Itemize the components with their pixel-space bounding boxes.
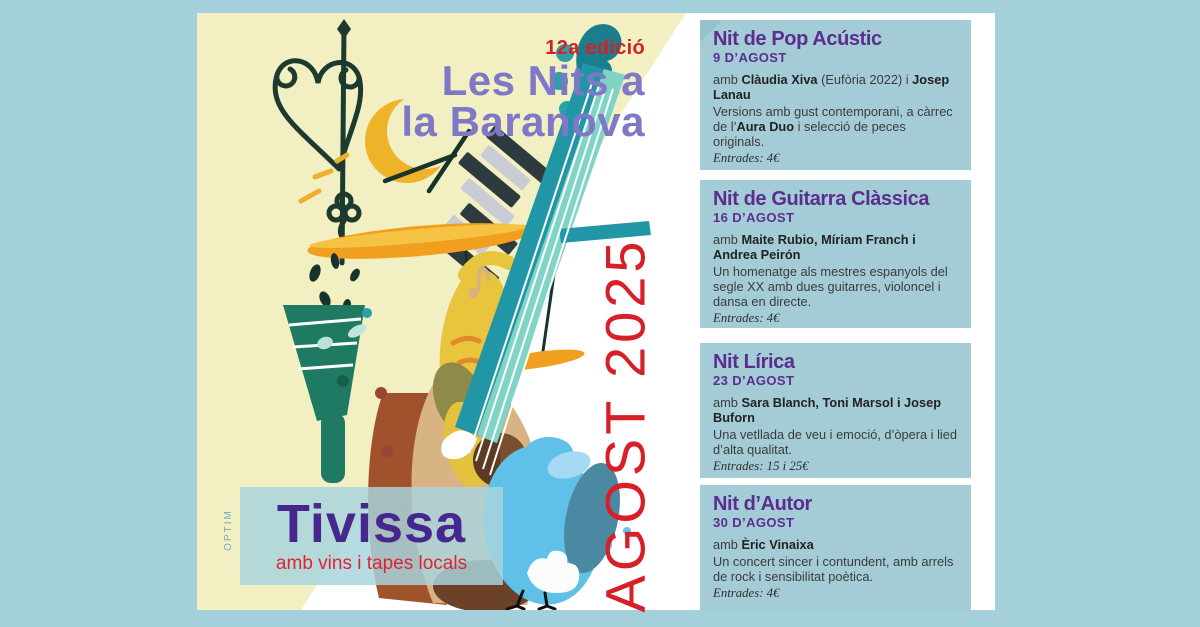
event-title: Nit Lírica [713,351,795,373]
event-description: Versions amb gust contemporani, a càrrec de l’Aura Duo i selecció de peces originals. [713,104,953,149]
event-date: 16 D’AGOST [713,210,795,225]
poster-title [197,57,645,145]
event-price: Entrades: 4€ [713,151,780,165]
event-performers: amb Clàudia Xiva (Eufòria 2022) i Josep Lanau [713,72,950,102]
event-performers: amb Sara Blanch, Toni Marsol i Josep Buforn [713,395,942,425]
event-card-autor [700,485,971,610]
event-card-pop-acustic [700,20,971,170]
event-date: 9 D’AGOST [713,50,787,65]
event-date: 23 D’AGOST [713,373,795,388]
edition-label: 12a edició [545,37,645,59]
poster-title-line2: la Baranova [401,98,645,145]
poster-title-line1: Les Nits a [441,57,645,104]
event-price: Entrades: 15 i 25€ [713,459,809,473]
event-title: Nit de Pop Acústic [713,28,882,50]
flyer-panel [197,13,995,613]
event-card-lirica [700,343,971,478]
month-vertical-label: AGOST 2025 [593,237,656,613]
design-credit: OPTIM [223,509,234,551]
event-date: 30 D’AGOST [713,515,795,530]
event-price: Entrades: 4€ [713,311,780,325]
town-banner [240,487,503,585]
event-performers: amb Èric Vinaixa [713,537,814,552]
event-price: Entrades: 4€ [713,586,780,600]
event-performers: amb Maite Rubio, Míriam Franch i Andrea Peirón [713,232,916,262]
events-column [700,13,971,610]
event-description: Un concert sincer i contundent, amb arrels de rock i sensibilitat poètica. [713,554,954,584]
event-description: Una vetllada de veu i emoció, d’òpera i lied d’alta qualitat. [713,427,957,457]
event-title: Nit d’Autor [713,493,812,515]
town-tagline: amb vins i tapes locals [275,553,468,574]
town-name: Tivissa [276,494,467,554]
event-description: Un homenatge als mestres espanyols del segle XX amb dues guitarres, violoncel i dansa en directe. [713,264,948,309]
card-corner-accent [700,20,722,42]
event-card-guitarra-classica [700,180,971,328]
event-title: Nit de Guitarra Clàssica [713,188,930,210]
